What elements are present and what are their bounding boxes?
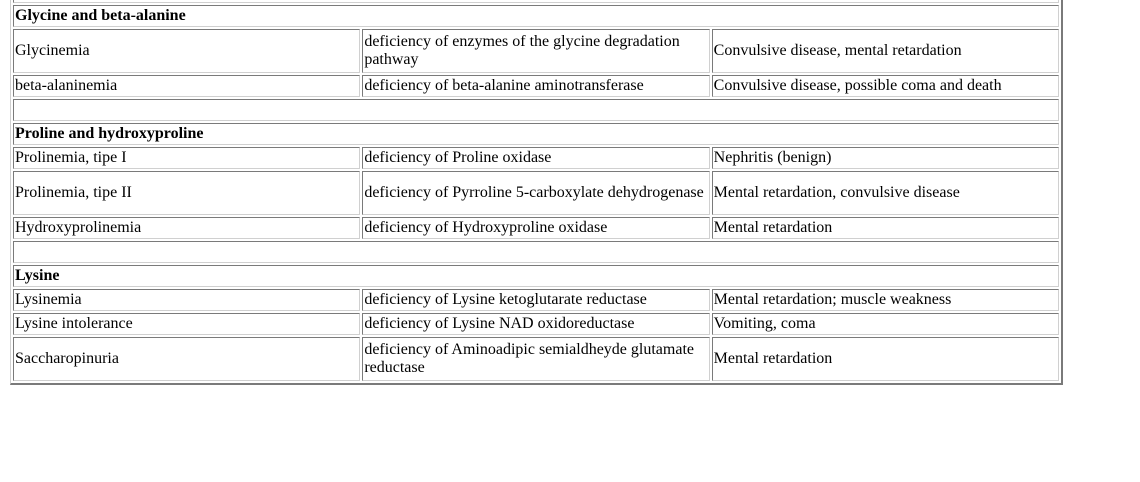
symptoms-cell: Mental retardation, convulsive disease: [712, 171, 1059, 215]
section-title: Lysine: [13, 265, 1059, 287]
disorder-cell: Glycinemia: [13, 29, 360, 73]
section-title: Glycine and beta-alanine: [13, 5, 1059, 27]
section-header-row: [13, 123, 1059, 145]
cause-cell: deficiency of Proline oxidase: [362, 147, 709, 169]
table-row: [13, 171, 1059, 215]
spacer-row: [13, 241, 1059, 263]
symptoms-cell: Convulsive disease, mental retardation: [712, 29, 1059, 73]
table-row: [13, 289, 1059, 311]
cause-cell: deficiency of enzymes of the glycine degradation pathway: [362, 29, 709, 73]
table-top-row: [13, 0, 1059, 3]
symptoms-cell: Mental retardation; muscle weakness: [712, 289, 1059, 311]
symptoms-cell: Convulsive disease, possible coma and death: [712, 75, 1059, 97]
spacer-row: [13, 99, 1059, 121]
table-row: [13, 313, 1059, 335]
cause-cell: deficiency of Pyrroline 5-carboxylate dehydrogenase: [362, 171, 709, 215]
table-row: [13, 337, 1059, 381]
disorder-cell: Lysinemia: [13, 289, 360, 311]
amino-acid-disorders-table: [11, 0, 1061, 383]
disorders-table-frame: [10, 0, 1063, 385]
table-row: [13, 75, 1059, 97]
table-row: [13, 29, 1059, 73]
symptoms-cell: Vomiting, coma: [712, 313, 1059, 335]
table-row: [13, 217, 1059, 239]
cause-cell: deficiency of Hydroxyproline oxidase: [362, 217, 709, 239]
cause-cell: deficiency of Lysine NAD oxidoreductase: [362, 313, 709, 335]
section-header-row: [13, 265, 1059, 287]
cause-cell: deficiency of beta-alanine aminotransferase: [362, 75, 709, 97]
disorder-cell: Prolinemia, tipe II: [13, 171, 360, 215]
spacer-cell: [13, 99, 1059, 121]
disorder-cell: Prolinemia, tipe I: [13, 147, 360, 169]
disorder-cell: Lysine intolerance: [13, 313, 360, 335]
disorder-cell: beta-alaninemia: [13, 75, 360, 97]
spacer-cell: [13, 241, 1059, 263]
cause-cell: deficiency of Aminoadipic semialdheyde glutamate reductase: [362, 337, 709, 381]
section-title: Proline and hydroxyproline: [13, 123, 1059, 145]
section-header-row: [13, 5, 1059, 27]
disorder-cell: Hydroxyprolinemia: [13, 217, 360, 239]
table-row: [13, 147, 1059, 169]
top-cell: [13, 0, 1059, 3]
disorder-cell: Saccharopinuria: [13, 337, 360, 381]
symptoms-cell: Mental retardation: [712, 217, 1059, 239]
cause-cell: deficiency of Lysine ketoglutarate reductase: [362, 289, 709, 311]
symptoms-cell: Mental retardation: [712, 337, 1059, 381]
symptoms-cell: Nephritis (benign): [712, 147, 1059, 169]
